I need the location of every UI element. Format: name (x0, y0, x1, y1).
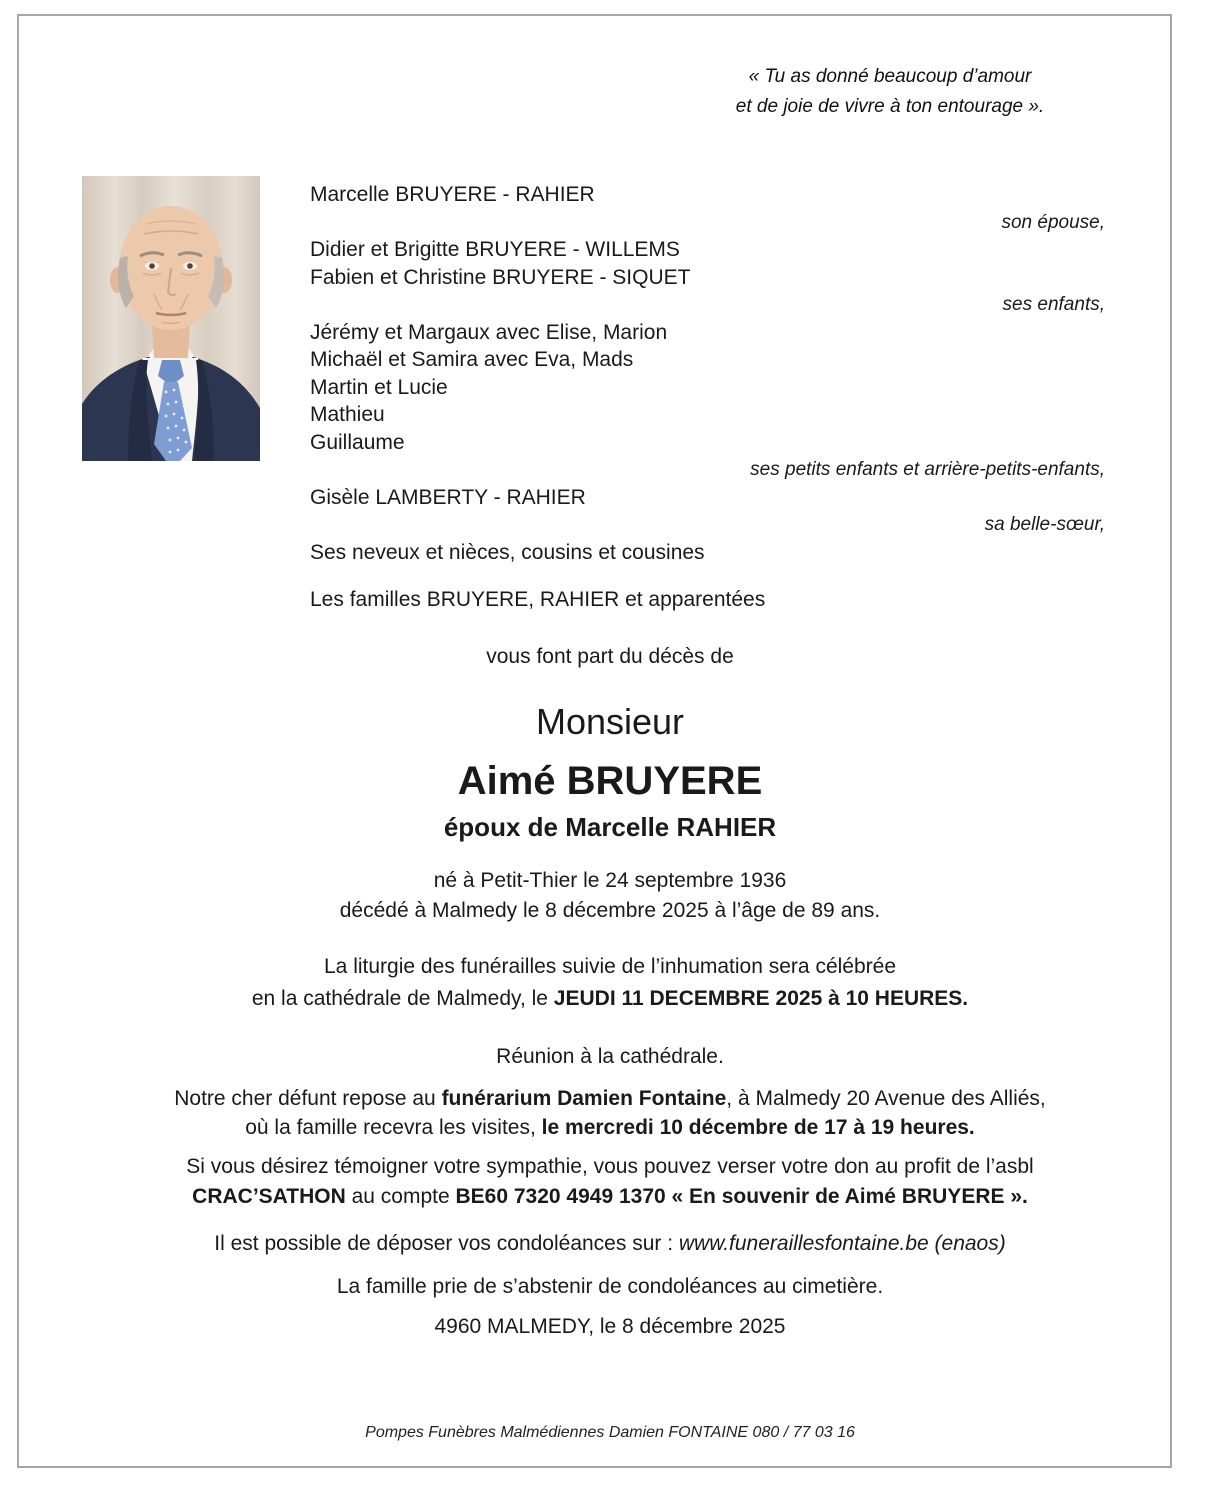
condolences-website: www.funeraillesfontaine.be (enaos) (678, 1232, 1006, 1255)
cemetery-condolences-line: La famille prie de s’abstenir de condoléances au cimetière. (336, 1275, 884, 1298)
children-label: ses enfants, (1002, 294, 1105, 315)
grandchild-name: Mathieu (310, 403, 385, 426)
death-line: décédé à Malmedy le 8 décembre 2025 à l’âge de 89 ans. (339, 899, 881, 922)
liturgy-line2 (60, 984, 1160, 1014)
grandchild-name: Jérémy et Margaux avec Elise, Marion (310, 320, 668, 344)
deceased-name: Aimé BRUYERE (457, 759, 763, 803)
deceased-subtitle: époux de Marcelle RAHIER (443, 812, 777, 842)
visitation-line2 (60, 1113, 1160, 1143)
visitation-line1-post: , à Malmedy 20 Avenue des Alliés, (726, 1087, 1046, 1110)
liturgy-line2-datetime: JEUDI 11 DECEMBRE 2025 à 10 HEURES. (553, 987, 969, 1010)
spacer (310, 566, 1105, 586)
sister-in-law-name: Gisèle LAMBERTY - RAHIER (310, 485, 586, 509)
liturgy-line2-normal: en la cathédrale de Malmedy, le (251, 987, 554, 1010)
visitation-line2-pre: où la famille recevra les visites, (245, 1116, 542, 1139)
donation-line1: Si vous désirez témoigner votre sympathie, vous pouvez verser votre don au profit de l’asbl (186, 1155, 1034, 1178)
donation-line2 (60, 1182, 1160, 1212)
families-line: Les familles BRUYERE, RAHIER et apparentées (310, 588, 766, 611)
visitation-line1-pre: Notre cher défunt repose au (174, 1087, 442, 1110)
child-name: Didier et Brigitte BRUYERE - WILLEMS (310, 238, 680, 261)
child-name: Fabien et Christine BRUYERE - SIQUET (310, 265, 691, 289)
online-condolences-pre: Il est possible de déposer vos condoléances sur : (214, 1232, 679, 1255)
portrait-photo (82, 176, 260, 461)
donation-charity-name: CRAC’SATHON (192, 1185, 346, 1208)
funeral-home-name: funérarium Damien Fontaine (441, 1087, 727, 1110)
memorial-quote-line1: « Tu as donné beaucoup d’amour (748, 66, 1032, 87)
birth-line: né à Petit-Thier le 24 septembre 1936 (433, 869, 787, 892)
memorial-quote-line2: et de joie de vivre à ton entourage ». (735, 96, 1045, 117)
grandchild-name: Guillaume (310, 430, 405, 454)
grandchild-name: Michaël et Samira avec Eva, Mads (310, 348, 634, 371)
deceased-title: Monsieur (535, 701, 685, 742)
grandchild-name: Martin et Lucie (310, 375, 448, 399)
spouse-label: son épouse, (1001, 211, 1105, 233)
relatives-line: Ses neveux et nièces, cousins et cousines (310, 540, 705, 564)
donation-line2-mid: au compte (345, 1185, 456, 1208)
visitation-schedule: le mercredi 10 décembre de 17 à 19 heures. (541, 1116, 975, 1139)
funeral-home-footer: Pompes Funèbres Malmédiennes Damien FONTAINE 080 / 77 03 16 (365, 1424, 855, 1441)
online-condolences-line (60, 1229, 1160, 1259)
visitation-line1 (60, 1084, 1160, 1114)
announcement-intro: vous font part du décès de (486, 645, 734, 668)
memorial-quote (640, 62, 1140, 122)
grandchildren-label: ses petits enfants et arrière-petits-enfants, (750, 459, 1105, 480)
family-list (310, 181, 1105, 614)
donation-account: BE60 7320 4949 1370 « En souvenir de Aimé BRUYERE ». (455, 1185, 1028, 1208)
meeting-line: Réunion à la cathédrale. (496, 1045, 724, 1068)
liturgy-line1: La liturgie des funérailles suivie de l’inhumation sera célébrée (324, 955, 896, 978)
sister-in-law-label: sa belle-sœur, (984, 514, 1105, 535)
city-dateline: 4960 MALMEDY, le 8 décembre 2025 (434, 1315, 786, 1338)
deceased-portrait-image (82, 176, 260, 461)
spouse-name: Marcelle BRUYERE - RAHIER (310, 183, 595, 206)
